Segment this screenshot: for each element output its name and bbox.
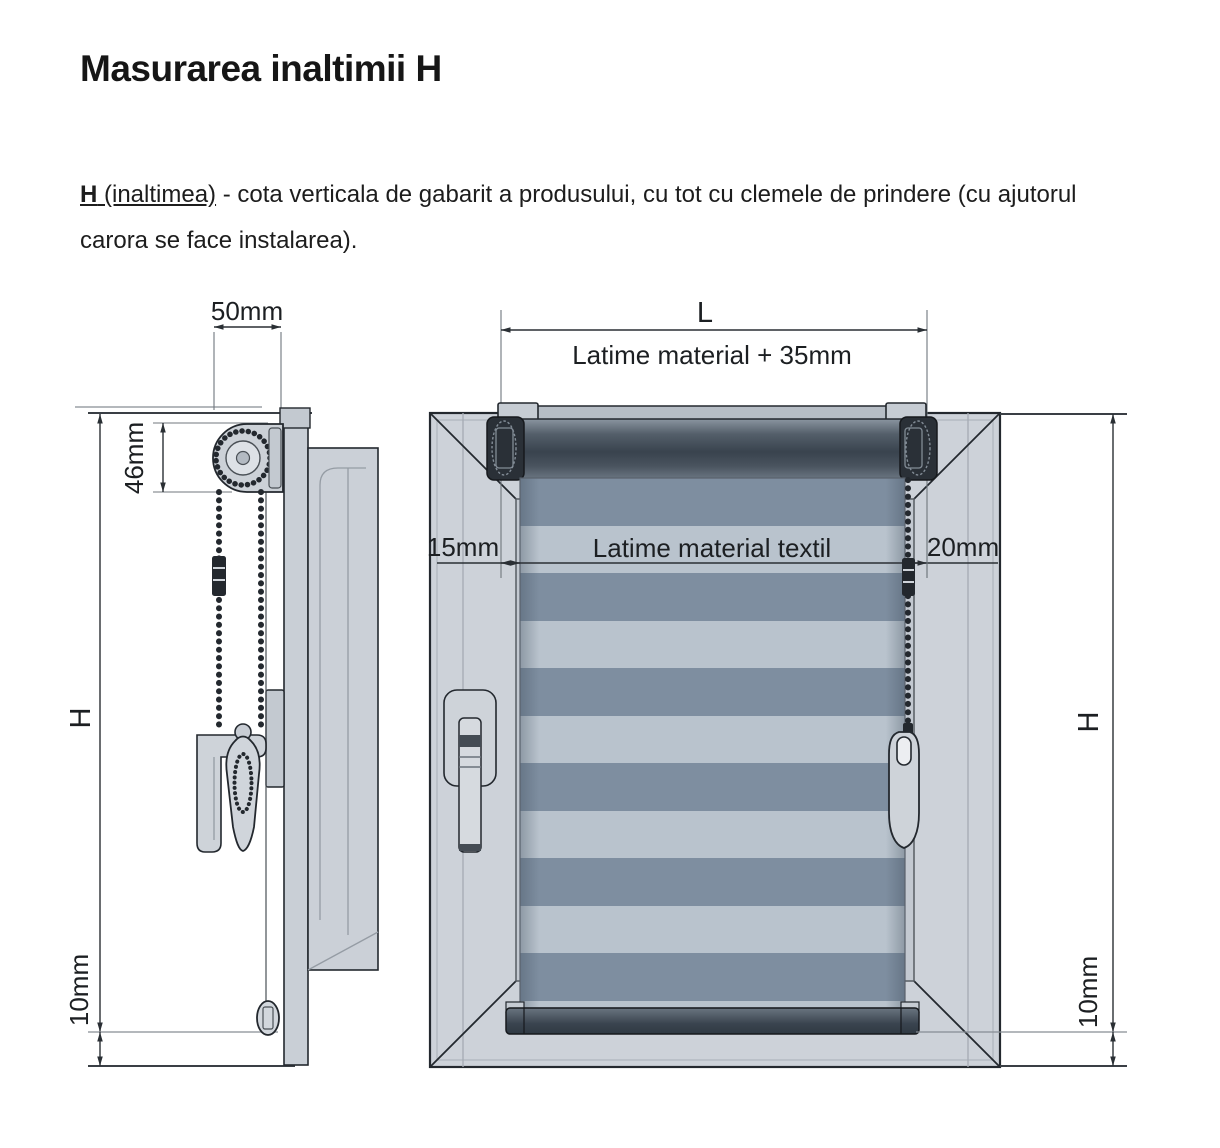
chain-weight-front (889, 723, 919, 848)
description-first-line (80, 181, 1077, 208)
window-frame-profile-side (284, 410, 308, 1065)
roller-endcap-left (487, 417, 524, 480)
description-text-line2: carora se face instalarea). (80, 227, 358, 254)
description-term: H (inaltimea) (80, 181, 217, 208)
label-length-note: Latime material + 35mm (572, 340, 852, 370)
description-text-line1: - cota verticala de gabarit a produsului, cu tot cu clemele de prindere (cu ajutorul (216, 181, 1077, 208)
frame-top-cap-side (280, 408, 310, 428)
label-height-left: H (65, 707, 97, 729)
bottom-bar-endcap-side (257, 1001, 279, 1035)
label-length: L (696, 297, 714, 329)
chain-connector-front (902, 558, 915, 596)
page-title: Masurarea inaltimii H (80, 48, 442, 89)
label-50mm: 50mm (210, 296, 284, 326)
roller-assembly (487, 403, 937, 480)
dim-height-right (1000, 414, 1127, 1032)
chain-side (212, 492, 261, 732)
front-view-drawing (427, 297, 1127, 1067)
label-46mm: 46mm (119, 421, 149, 495)
label-bottom-gap-right: 10mm (1073, 955, 1103, 1029)
label-bottom-gap-left: 10mm (64, 953, 94, 1027)
dim-depth-50mm (211, 296, 283, 428)
label-left-margin: 15mm (426, 532, 500, 562)
window-sash-profile-side (308, 448, 378, 970)
chain-connector-side (212, 556, 226, 596)
roller-endcap-right (900, 417, 937, 480)
clutch-mechanism-side (213, 424, 283, 492)
roller-tube (505, 419, 920, 479)
label-height-right: H (1073, 711, 1105, 733)
dim-height-left (65, 414, 100, 1032)
handle-plate-side (266, 690, 284, 787)
label-fabric-width: Latime material textil (592, 533, 832, 563)
measurement-diagram (0, 280, 1220, 1148)
side-view-drawing (64, 296, 378, 1066)
description-paragraph (80, 172, 1220, 264)
label-right-margin: 20mm (926, 532, 1000, 562)
